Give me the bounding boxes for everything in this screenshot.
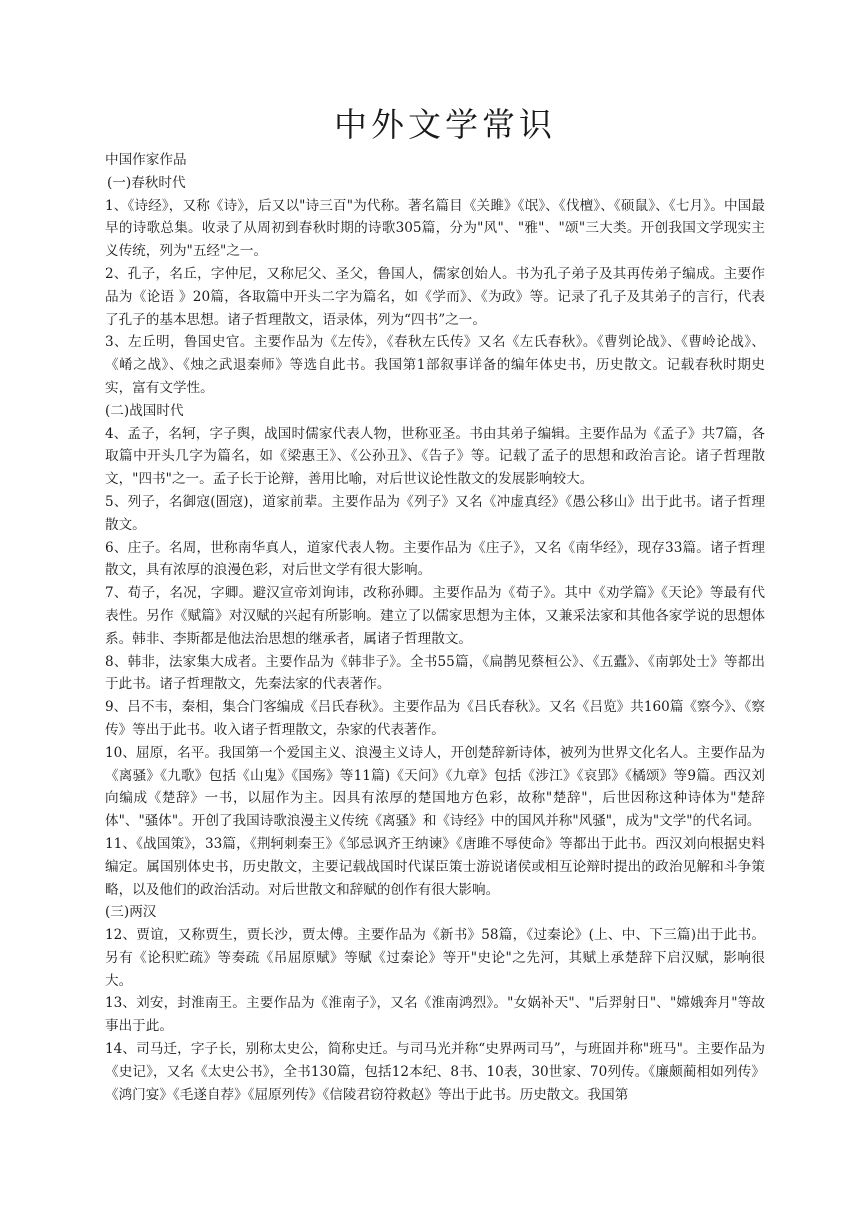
paragraph: 12、贾谊，又称贾生，贾长沙，贾太傅。主要作品为《新书》58篇，《过秦论》(上、中、下三篇)出于此书。另有《论积贮疏》等奏疏《吊屈原赋》等赋《过秦论》等开"史论"之先河，其赋上承楚辞下启汉赋，影响很大。 bbox=[105, 927, 765, 989]
page-title: 中外文学常识 bbox=[334, 105, 556, 144]
section-heading: (三)两汉 bbox=[105, 904, 157, 921]
paragraph: 13、刘安，封淮南王。主要作品为《淮南子》，又名《淮南鸿烈》。"女娲补天"、"后羿射日"、"嫦娥奔月"等故事出于此。 bbox=[105, 995, 765, 1035]
document-body bbox=[105, 149, 765, 1106]
paragraph: 4、孟子，名轲，字子舆，战国时儒家代表人物，世称亚圣。书由其弟子编辑。主要作品为《孟子》共7篇，各取篇中开头几字为篇名，如《梁惠王》、《公孙丑》、《告子》等。记载了孟子的思想和政治言论。诸子哲理散文，"四书"之一。孟子长于论辩，善用比喻，对后世议论性散文的发展影响较大。 bbox=[105, 425, 765, 488]
section-heading: (一)春秋时代 bbox=[107, 174, 186, 191]
paragraph: 14、司马迁，字子长，别称太史公，简称史迁。与司马光并称“史界两司马”，与班固并称"班马"。主要作品为《史记》，又名《太史公书》，全书130篇，包括12本纪、8书、10表，30世家、70列传。《廉颇蔺相如列传》《鸿门宴》《毛遂自荐》《屈原列传》《信陵君窃符救赵》等出于此书。历史散文。我国第 bbox=[105, 1041, 765, 1103]
paragraph: 3、左丘明，鲁国史官。主要作品为《左传》，《春秋左氏传》又名《左氏春秋》。《曹刿论战》、《曹岭论战》、《崤之战》、《烛之武退秦师》等选自此书。我国第1部叙事详备的编年体史书，历史散文。记载春秋时期史实，富有文学性。 bbox=[105, 334, 765, 396]
category-heading: 中国作家作品 bbox=[105, 152, 187, 168]
section-heading: (二)战国时代 bbox=[105, 402, 184, 419]
paragraph: 5、列子，名御寇(圄寇)，道家前辈。主要作品为《列子》又名《冲虚真经》《愚公移山》出于此书。诸子哲理散文。 bbox=[105, 493, 765, 533]
paragraph: 7、荀子，名况，字卿。避汉宣帝刘询讳，改称孙卿。主要作品为《荀子》。其中《劝学篇》《天论》等最有代表性。另作《赋篇》对汉赋的兴起有所影响。建立了以儒家思想为主体，又兼采法家和其他各家学说的思想体系。韩非、李斯都是他法治思想的继承者，属诸子哲理散文。 bbox=[105, 585, 765, 647]
paragraph: 1、《诗经》，又称《诗》，后又以"诗三百"为代称。著名篇目《关雎》《氓》、《伐檀》、《硕鼠》、《七月》。中国最早的诗歌总集。收录了从周初到春秋时期的诗歌305篇，分为"风"、"雅"、"颂"三大类。开创我国文学现实主义传统，列为"五经"之一。 bbox=[105, 197, 765, 260]
paragraph: 6、庄子。名周，世称南华真人，道家代表人物。主要作品为《庄子》，又名《南华经》，现存33篇。诸子哲理散文，具有浓厚的浪漫色彩，对后世文学有很大影响。 bbox=[105, 539, 765, 579]
paragraph: 10、屈原，名平。我国第一个爱国主义、浪漫主义诗人，开创楚辞新诗体，被列为世界文化名人。主要作品为《离骚》《九歌》包括《山鬼》《国殇》等11篇)《天问》《九章》包括《涉江》《哀郢》《橘颂》等9篇。西汉刘向编成《楚辞》一书，以屈作为主。因具有浓厚的楚国地方色彩，故称"楚辞"，后世因称这种诗体为"楚辞体"、"骚体"。开创了我国诗歌浪漫主义传统《离骚》和《诗经》中的国风并称"风骚"，成为"文学"的代名词。 bbox=[105, 744, 765, 830]
paragraph: 2、孔子，名丘，字仲尼，又称尼父、圣父，鲁国人，儒家创始人。书为孔子弟子及其再传弟子编成。主要作品为《论语 》20篇，各取篇中开头二字为篇名，如《学而》、《为政》等。记录了孔子及其弟子的言行，代表了孔子的基本思想。诸子哲理散文，语录体，列为“四书”之一。 bbox=[105, 265, 765, 328]
paragraph: 8、韩非，法家集大成者。主要作品为《韩非子》。全书55篇，《扁鹊见蔡桓公》、《五蠹》、《南郭处士》等都出于此书。诸子哲理散文，先秦法家的代表著作。 bbox=[105, 653, 765, 693]
paragraph: 9、吕不韦，秦相，集合门客编成《吕氏春秋》。主要作品为《吕氏春秋》。又名《吕览》共160篇《察今》、《察传》等出于此书。收入诸子哲理散文，杂家的代表著作。 bbox=[105, 699, 765, 738]
paragraph: 11、《战国策》，33篇，《荆轲刺秦王》《邹忌讽齐王纳谏》《唐雎不辱使命》等都出于此书。西汉刘向根据史料编定。属国别体史书，历史散文，主要记载战国时代谋臣策士游说诸侯或相互论辩时提出的政治见解和斗争策略，以及他们的政治活动。对后世散文和辞赋的创作有很大影响。 bbox=[105, 835, 765, 898]
